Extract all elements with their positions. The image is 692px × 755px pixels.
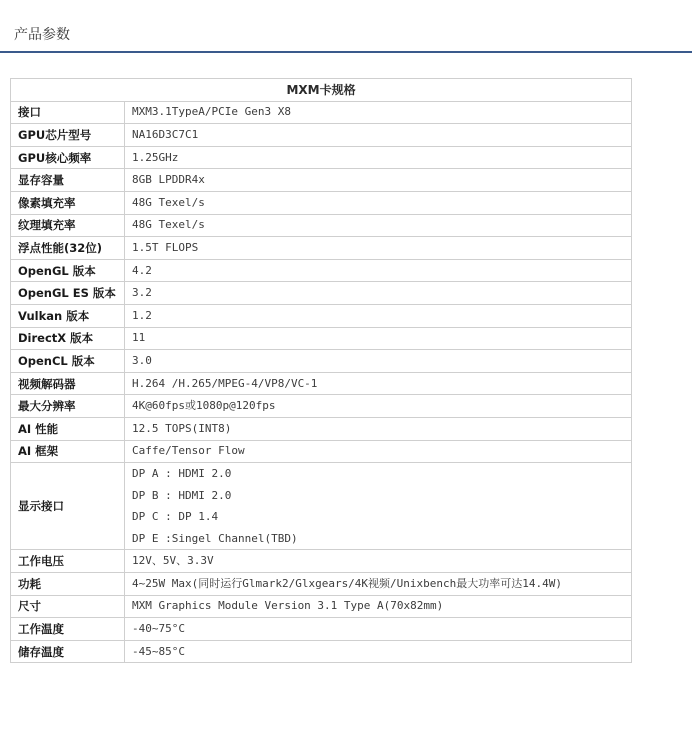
spec-label: OpenCL 版本: [11, 350, 125, 373]
spec-value: Caffe/Tensor Flow: [125, 440, 632, 463]
spec-value: 3.0: [125, 350, 632, 373]
table-row: [11, 595, 632, 618]
spec-value: MXM Graphics Module Version 3.1 Type A(70x82mm): [125, 595, 632, 618]
spec-value: 4~25W Max(同时运行Glmark2/Glxgears/4K视频/Unixbench最大功率可达14.4W): [125, 573, 632, 596]
spec-value: NA16D3C7C1: [125, 124, 632, 147]
spec-value: 1.2: [125, 304, 632, 327]
table-row: [11, 640, 632, 663]
spec-value: 1.25GHz: [125, 146, 632, 169]
table-row: [11, 146, 632, 169]
display-interface-line: DP E :Singel Channel(TBD): [132, 531, 298, 545]
table-row: [11, 327, 632, 350]
spec-label: DirectX 版本: [11, 327, 125, 350]
table-row: [11, 282, 632, 305]
table-row: [11, 440, 632, 463]
table-row: [11, 395, 632, 418]
table-row: [11, 417, 632, 440]
spec-value: 48G Texel/s: [125, 191, 632, 214]
spec-label: 尺寸: [11, 595, 125, 618]
table-row: [11, 550, 632, 573]
spec-label: GPU核心频率: [11, 146, 125, 169]
spec-label: GPU芯片型号: [11, 124, 125, 147]
section-divider: [0, 51, 692, 53]
spec-label: 工作温度: [11, 618, 125, 641]
spec-value: 1.5T FLOPS: [125, 237, 632, 260]
table-row: [11, 372, 632, 395]
table-row: [11, 237, 632, 260]
table-row: [11, 191, 632, 214]
table-row: [11, 101, 632, 124]
spec-label: 功耗: [11, 573, 125, 596]
table-row: [11, 573, 632, 596]
spec-label: AI 框架: [11, 440, 125, 463]
display-interfaces: [125, 463, 632, 550]
spec-value: 8GB LPDDR4x: [125, 169, 632, 192]
display-interface-line: DP A : HDMI 2.0: [132, 467, 232, 481]
spec-label: 工作电压: [11, 550, 125, 573]
spec-label: AI 性能: [11, 417, 125, 440]
display-interface-line: DP C : DP 1.4: [132, 510, 219, 524]
table-caption: MXM卡规格: [11, 79, 632, 102]
spec-value: 12V、5V、3.3V: [125, 550, 632, 573]
spec-value: H.264 /H.265/MPEG-4/VP8/VC-1: [125, 372, 632, 395]
spec-value: 3.2: [125, 282, 632, 305]
spec-value: -45~85°C: [125, 640, 632, 663]
spec-label: 最大分辨率: [11, 395, 125, 418]
table-row: [11, 259, 632, 282]
spec-value: 4K@60fps或1080p@120fps: [125, 395, 632, 418]
spec-value: -40~75°C: [125, 618, 632, 641]
table-header-row: [11, 79, 632, 102]
spec-label: 接口: [11, 101, 125, 124]
table-row: [11, 169, 632, 192]
spec-label: OpenGL ES 版本: [11, 282, 125, 305]
spec-label: 视频解码器: [11, 372, 125, 395]
table-row-display: [11, 463, 632, 550]
table-row: [11, 214, 632, 237]
table-row: [11, 350, 632, 373]
spec-label: 显示接口: [11, 463, 125, 550]
spec-label: OpenGL 版本: [11, 259, 125, 282]
display-interface-line: DP B : HDMI 2.0: [132, 488, 232, 502]
table-row: [11, 304, 632, 327]
spec-label: Vulkan 版本: [11, 304, 125, 327]
table-row: [11, 618, 632, 641]
spec-label: 显存容量: [11, 169, 125, 192]
spec-label: 浮点性能(32位): [11, 237, 125, 260]
spec-value: 12.5 TOPS(INT8): [125, 417, 632, 440]
spec-table: [10, 78, 632, 663]
spec-label: 储存温度: [11, 640, 125, 663]
spec-label: 纹理填充率: [11, 214, 125, 237]
spec-label: 像素填充率: [11, 191, 125, 214]
spec-value: 11: [125, 327, 632, 350]
table-row: [11, 124, 632, 147]
spec-value: 4.2: [125, 259, 632, 282]
section-title: 产品参数: [14, 27, 70, 43]
spec-value: 48G Texel/s: [125, 214, 632, 237]
spec-value: MXM3.1TypeA/PCIe Gen3 X8: [125, 101, 632, 124]
